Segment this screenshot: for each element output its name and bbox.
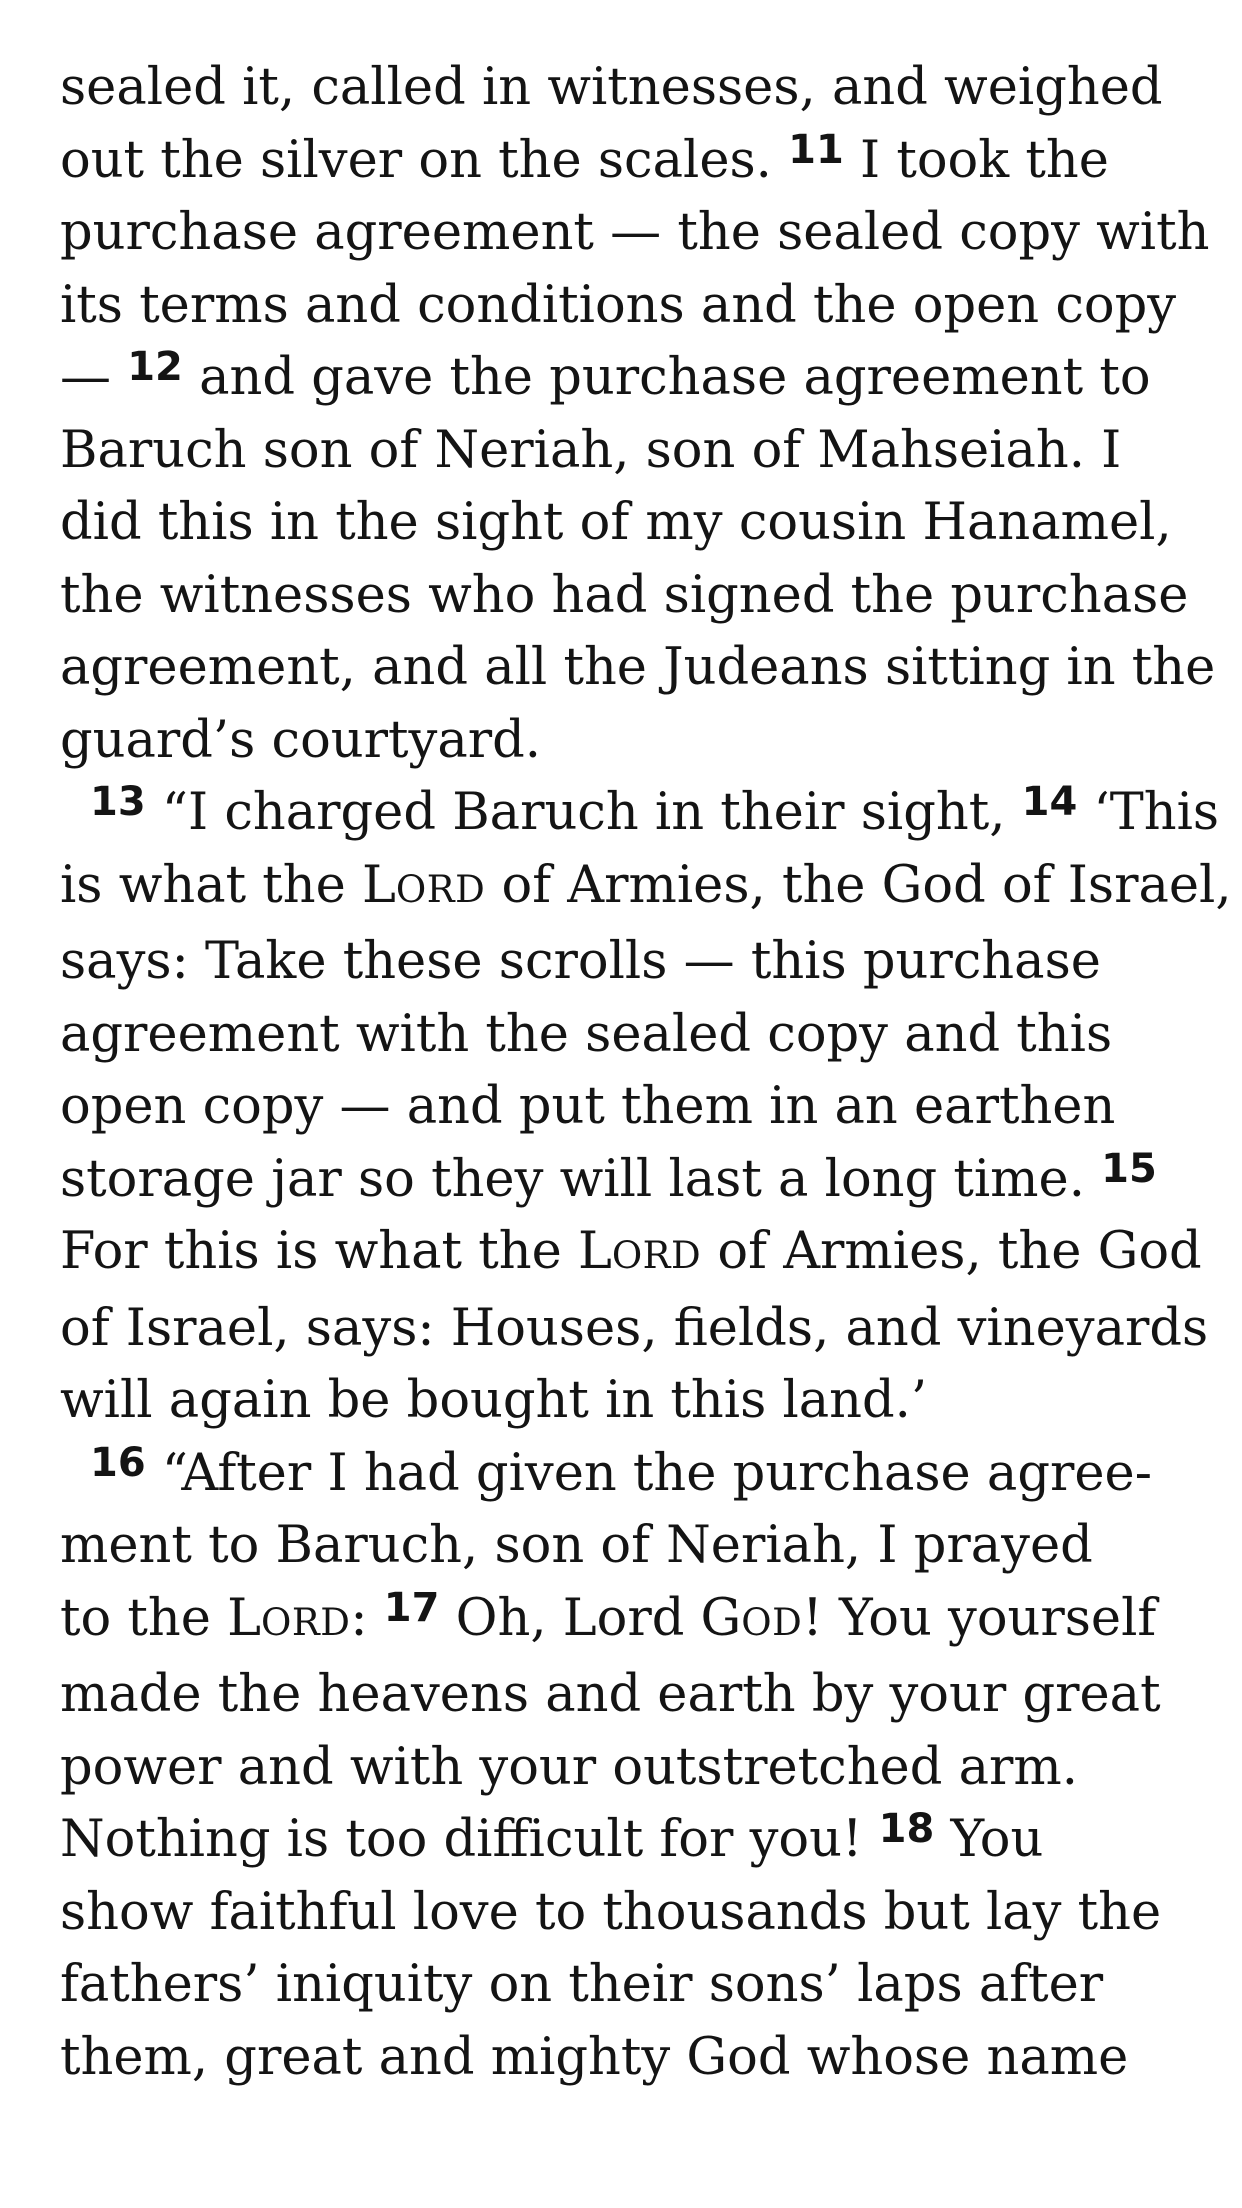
body-text: guard’s courtyard. bbox=[60, 710, 541, 770]
text-line bbox=[60, 52, 1200, 125]
text-line bbox=[60, 1732, 1200, 1805]
body-text: You bbox=[934, 1810, 1044, 1869]
body-text: says: Take these scrolls — this purchase bbox=[60, 932, 1101, 991]
text-line bbox=[60, 632, 1216, 705]
body-text: open copy — and put them in an earthen bbox=[60, 1077, 1116, 1136]
body-text: ment to Baruch, son of Neriah, I prayed bbox=[60, 1516, 1093, 1575]
body-text: I took the bbox=[843, 130, 1109, 190]
reading-page bbox=[60, 52, 1232, 2094]
body-text: power and with your outstretched arm. bbox=[60, 1737, 1078, 1797]
verse-number: 14 bbox=[1021, 779, 1078, 825]
text-line bbox=[60, 1293, 1209, 1366]
body-text: and gave the purchase agreement to bbox=[182, 348, 1151, 407]
scripture-paragraph bbox=[60, 777, 1232, 1438]
text-line bbox=[60, 850, 1232, 927]
text-line bbox=[60, 705, 1200, 778]
text-line bbox=[60, 197, 1210, 270]
body-text: purchase agreement — the sealed copy with bbox=[60, 203, 1210, 262]
body-text: Baruch son of Neriah, son of Mahseiah. I bbox=[60, 420, 1122, 480]
small-caps-text: ORD bbox=[611, 1234, 702, 1277]
verse-number: 13 bbox=[90, 779, 146, 825]
text-line bbox=[60, 1365, 1200, 1438]
text-line bbox=[60, 487, 1200, 560]
body-text: them, great and mighty God whose name bbox=[60, 2027, 1129, 2087]
body-text: — bbox=[60, 348, 128, 407]
body-text: show faithful love to thousands but lay the bbox=[60, 1882, 1162, 1942]
body-text: “After I had given the purchase agree- bbox=[145, 1443, 1152, 1503]
verse-number: 18 bbox=[878, 1806, 935, 1852]
verse-number: 17 bbox=[383, 1584, 440, 1631]
body-text: ! You yourself bbox=[802, 1588, 1157, 1648]
scripture-paragraph bbox=[60, 1438, 1200, 2095]
text-line bbox=[60, 1949, 1200, 2022]
text-line bbox=[60, 2022, 1200, 2095]
scripture-paragraph bbox=[60, 52, 1216, 777]
body-text: of Armies, the God bbox=[701, 1222, 1202, 1281]
body-text: is what the L bbox=[60, 855, 396, 915]
body-text: For this is what the L bbox=[60, 1222, 612, 1281]
verse-number: 15 bbox=[1101, 1145, 1157, 1192]
body-text: ‘This bbox=[1077, 783, 1220, 842]
small-caps-text: ORD bbox=[395, 867, 486, 911]
body-text: agreement with the sealed copy and this bbox=[60, 1004, 1113, 1064]
text-line bbox=[60, 560, 1200, 633]
text-line bbox=[60, 1804, 1200, 1877]
body-text: agreement, and all the Judeans sitting in the bbox=[60, 638, 1216, 697]
text-line bbox=[60, 1144, 1200, 1217]
verse-number: 11 bbox=[788, 126, 844, 173]
body-text: its terms and conditions and the open copy bbox=[60, 275, 1177, 335]
text-line bbox=[60, 342, 1200, 415]
body-text: Nothing is too difficult for you! bbox=[60, 1810, 879, 1869]
body-text: : bbox=[350, 1588, 384, 1648]
verse-number: 12 bbox=[127, 344, 183, 390]
text-line bbox=[60, 1071, 1200, 1144]
body-text: of Israel, says: Houses, fields, and vineyards bbox=[60, 1298, 1209, 1358]
text-line bbox=[60, 1510, 1200, 1583]
body-text: of Armies, the God of Israel, bbox=[485, 855, 1232, 915]
verse-number: 16 bbox=[90, 1439, 146, 1486]
text-line bbox=[60, 1216, 1200, 1293]
text-line bbox=[60, 270, 1200, 343]
body-text: did this in the sight of my cousin Hanamel, bbox=[60, 493, 1172, 552]
body-text: will again be bought in this land.’ bbox=[60, 1371, 928, 1430]
text-line bbox=[60, 1583, 1200, 1660]
body-text: “I charged Baruch in their sight, bbox=[145, 783, 1022, 842]
small-caps-text: OD bbox=[741, 1600, 803, 1644]
text-line bbox=[60, 999, 1200, 1072]
text-line bbox=[60, 1659, 1200, 1732]
text-line bbox=[60, 926, 1200, 999]
body-text: fathers’ iniquity on their sons’ laps after bbox=[60, 1955, 1104, 2014]
body-text: the witnesses who had signed the purchase bbox=[60, 565, 1189, 625]
body-text: to the L bbox=[60, 1588, 262, 1648]
body-text: made the heavens and earth by your great bbox=[60, 1665, 1161, 1724]
text-line bbox=[60, 1438, 1200, 1511]
text-line bbox=[60, 777, 1220, 850]
text-line bbox=[60, 1877, 1200, 1950]
body-text: storage jar so they will last a long time. bbox=[60, 1149, 1102, 1209]
small-caps-text: ORD bbox=[261, 1600, 351, 1644]
body-text: out the silver on the scales. bbox=[60, 130, 789, 190]
body-text: Oh, Lord G bbox=[439, 1588, 742, 1648]
text-line bbox=[60, 125, 1200, 198]
text-line bbox=[60, 415, 1200, 488]
body-text: sealed it, called in witnesses, and weighed bbox=[60, 58, 1163, 117]
